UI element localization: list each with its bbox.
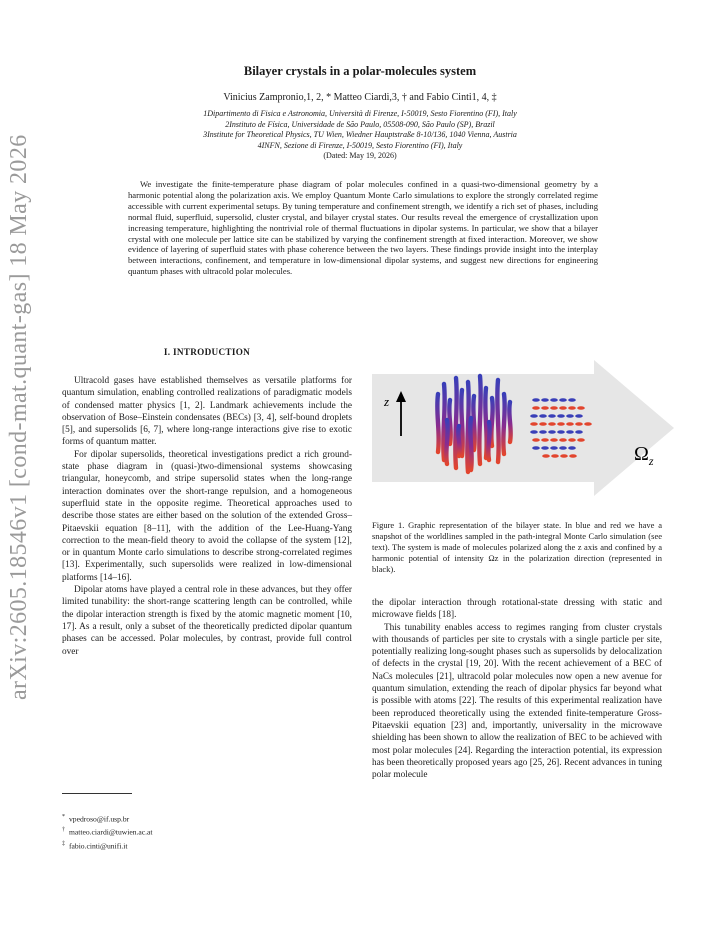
footnote: ‡ fabio.cinti@unifi.it bbox=[62, 840, 128, 851]
crystal-site bbox=[550, 438, 558, 442]
worldline bbox=[509, 402, 510, 442]
crystal-site bbox=[575, 422, 583, 426]
crystal-site bbox=[532, 398, 540, 402]
footnotes bbox=[62, 812, 153, 852]
crystal-site bbox=[550, 406, 558, 410]
worldline bbox=[491, 398, 492, 446]
figure-caption: Figure 1. Graphic representation of the bilayer state. In blue and red we have a snapshot of the worldlines sampled in the path-integral Monte Carlo simulation (see text). The system is made of molecules polarized along the z axis and confined by a harmonic potential of intensity Ωz in the polarization direction (represented in black). bbox=[372, 520, 662, 574]
affiliation-2: 2Instituto de Física, Universidade de São Paulo, 05508-090, São Paulo (SP), Brazil bbox=[225, 119, 495, 129]
crystal-site bbox=[541, 406, 549, 410]
crystal-site bbox=[559, 406, 567, 410]
crystal-site bbox=[566, 422, 574, 426]
crystal-site bbox=[532, 446, 540, 450]
crystal-site bbox=[577, 406, 585, 410]
right-column bbox=[372, 597, 662, 781]
paragraph: This tunability enables access to regimes ranging from cluster crystals with thousands of particles per site to crystals with a single particle per site, potentially realizing long-sought phases such as supersolids by delocalization of defects in the crystal [19, 20]. With the recent achievement of a BEC of NaCs molecules [21], ultracold polar molecules now open a new avenue for quantum simulation, extending the reach of dipolar physics far beyond what is possible with atoms [22]. The results of this experimental realization have been reproduced theoretically using the extended finite-temperature Gross-Pitaevskii equation [23] and, importantly, universality in the microwave shielding has been shown to allow the realization of BEC to be achieved with most polar molecules [24]. Regarding the interaction potential, its expression has been theoretically proposed years ago [25, 26]. Recent advances in tuning polar molecule bbox=[372, 622, 662, 781]
worldline bbox=[437, 394, 438, 452]
crystal-site bbox=[532, 438, 540, 442]
crystal-site bbox=[532, 406, 540, 410]
crystal-site bbox=[566, 430, 574, 434]
section-heading-introduction: I. INTRODUCTION bbox=[163, 347, 251, 357]
crystal-site bbox=[530, 414, 538, 418]
bilayer-illustration bbox=[372, 360, 674, 496]
crystal-site bbox=[541, 438, 549, 442]
confinement-arrow bbox=[372, 360, 674, 496]
footnote: † matteo.ciardi@tuwien.ac.at bbox=[62, 827, 153, 837]
crystal-site bbox=[530, 422, 538, 426]
affiliation-3: 3Institute for Theoretical Physics, TU Wien, Wiedner Hauptstraße 8-10/136, 1040 Vienna, Austria bbox=[203, 130, 517, 140]
footnote: * vpedroso@if.usp.br bbox=[62, 814, 130, 824]
omega-symbol: Ω bbox=[634, 443, 649, 465]
worldline bbox=[497, 380, 498, 462]
crystal-site bbox=[557, 430, 565, 434]
worldline bbox=[458, 426, 459, 456]
crystal-site bbox=[541, 398, 549, 402]
crystal-site bbox=[550, 398, 558, 402]
left-column bbox=[62, 375, 352, 658]
worldline bbox=[479, 376, 480, 464]
worldline bbox=[488, 422, 489, 460]
crystal-site bbox=[548, 422, 556, 426]
worldline bbox=[455, 378, 456, 468]
crystal-site bbox=[548, 414, 556, 418]
footnote-rule bbox=[62, 793, 132, 794]
crystal-site bbox=[550, 446, 558, 450]
crystal-site bbox=[568, 406, 576, 410]
crystal-site bbox=[530, 430, 538, 434]
paragraph: Dipolar atoms have played a central role in these advances, but they offer limited tunability: the short-range scattering length can be controlled, while the dipolar interaction strength is fixed by the atomic magnetic moment [10, 17]. As a result, only a subset of the theoretically predicted dipolar quantum phases can be accessed. Polar molecules, by contrast, provide full control over bbox=[62, 585, 352, 657]
crystal-site bbox=[548, 430, 556, 434]
crystal-site bbox=[551, 454, 559, 458]
crystal-site bbox=[568, 438, 576, 442]
crystal-site bbox=[575, 414, 583, 418]
paper-title: Bilayer crystals in a polar-molecules system bbox=[243, 64, 477, 78]
abstract: We investigate the finite-temperature phase diagram of polar molecules confined in a quasi-two-dimensional geometry by a harmonic potential along the polarization axis. We employ Quantum Monte Carlo simulations to explore the strongly correlated regime accessible with current experimental setups. By tuning temperature and confinement strength, we identify a rich set of phases, including normal fluid, superfluid, supersolid, cluster crystal, and bilayer crystal states. Our results reveal the emergence of crystallization upon increasing temperature, highlighting the nontrivial role of thermal fluctuations in dipolar systems. In particular, we show that a bilayer crystal with one molecule per lattice site can be stabilized by varying the confinement strength at fixed interaction. Moreover, we show evidence of layering of superfluid states with phase coherence between the two layers. These findings provide insight into the interplay between interactions, confinement, and temperature in low-dimensional dipolar systems, and suggest new directions for engineering quantum phases with ultracold polar molecules. bbox=[128, 179, 598, 277]
crystal-site bbox=[559, 398, 567, 402]
crystal-site bbox=[539, 414, 547, 418]
author-list: Vinicius Zampronio,1, 2, * Matteo Ciardi,3, † and Fabio Cinti1, 4, ‡ bbox=[223, 92, 497, 103]
crystal-site bbox=[557, 414, 565, 418]
dated-line: (Dated: May 19, 2026) bbox=[323, 151, 397, 161]
crystal-site bbox=[575, 430, 583, 434]
paragraph: the dipolar interaction through rotational-state dressing with static and microwave fields [18]. bbox=[372, 598, 662, 621]
crystal-site bbox=[557, 422, 565, 426]
crystal-site bbox=[568, 446, 576, 450]
affiliations bbox=[60, 109, 660, 162]
crystal-site bbox=[539, 430, 547, 434]
z-axis-label: z bbox=[384, 394, 390, 409]
paragraph: For dipolar supersolids, theoretical investigations predict a rich ground-state phase diagram in (quasi-)two-dimensional systems showcasing triangular, honeycomb, and stripe supersolid states when the long-range interaction dominates over the short-range repulsion, and a homogeneous superfluid state in the opposite regime. Theoretical approaches used to describe those states are either based on the solution of the extended Gross–Pitaevskii equation [8–11], with the addition of the Lee-Huang-Yang correction to the mean-field theory to avoid the collapse of the system [12], or in quantum Monte carlo simulations to describe strong-correlated regimes [13]. Experimentally, such supersolids were realized in low-dimensional platforms [14–16]. bbox=[62, 449, 352, 583]
crystal-site bbox=[541, 446, 549, 450]
crystal-site bbox=[539, 422, 547, 426]
affiliation-1: 1Dipartimento di Fisica e Astronomia, Università di Firenze, I-50019, Sesto Fiorentino (FI), Italy bbox=[203, 109, 517, 118]
worldline bbox=[470, 418, 471, 470]
crystal-site bbox=[559, 446, 567, 450]
worldline bbox=[473, 396, 474, 450]
crystal-site bbox=[560, 454, 568, 458]
crystal-site bbox=[568, 398, 576, 402]
paragraph: Ultracold gases have established themselves as versatile platforms for quantum simulation, enabling controlled realizations of paradigmatic models of condensed matter physics [1, 2]. Landmark achievements include the observation of Bose–Einstein condensates (BECs) [3, 4], self-bound droplets [5], and supersolids [6, 7], where long-range interactions give rise to exotic forms of quantum matter. bbox=[62, 376, 352, 448]
worldline bbox=[503, 394, 504, 454]
crystal-site bbox=[569, 454, 577, 458]
crystal-site bbox=[542, 454, 550, 458]
crystal-site bbox=[559, 438, 567, 442]
worldline bbox=[446, 420, 447, 464]
affiliation-4: 4INFN, Sezione di Firenze, I-50019, Sesto Fiorentino (FI), Italy bbox=[257, 140, 463, 150]
omega-subscript: z bbox=[648, 454, 654, 468]
crystal-site bbox=[566, 414, 574, 418]
arxiv-stamp: arXiv:2605.18546v1 [cond-mat.quant-gas] 18 May 2026 bbox=[6, 134, 32, 700]
crystal-site bbox=[577, 438, 585, 442]
crystal-site bbox=[584, 422, 592, 426]
figure-1 bbox=[372, 360, 674, 496]
